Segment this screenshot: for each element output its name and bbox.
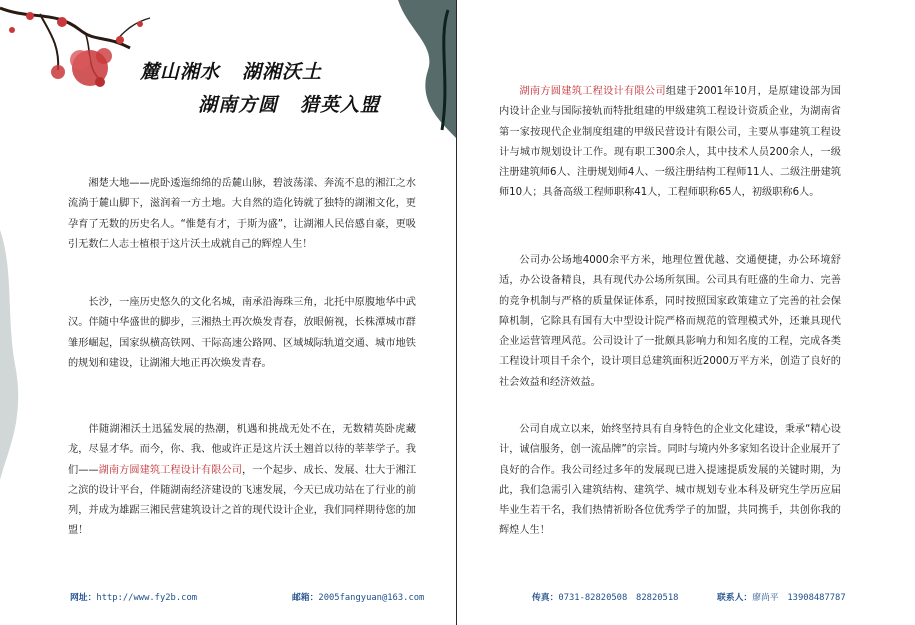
paragraph: 公司办公场地4000余平方米，地理位置优越、交通便捷，办公环境舒适，办公设备精良，具有现代办公场所氛围。公司具有旺盛的生命力、完善的竞争机制与严格的质量保证体系，同时按照国家政策建立了完善的社会保障机制，它除具有国有大中型设计院严格而规范的管理模式外，还兼具现代企业运营管理风范。公司设计了一批颇具影响力和知名度的工程，完成各类工程设计项目千余个，设计项目总建筑面积近2000万平方米，创造了良好的社会效益和经济效益。 (499, 255, 841, 388)
company-name: 湖南方圆建筑工程设计有限公司 (98, 464, 243, 476)
title-line-1 (140, 57, 322, 84)
company-name: 湖南方圆建筑工程设计有限公司 (519, 86, 666, 97)
footer-website (70, 590, 197, 603)
contact-person: 廖尚平 13908487787 (752, 593, 846, 603)
ink-wash-decoration (0, 230, 28, 480)
title-phrase: 湖南方圆 (198, 94, 279, 116)
website-link[interactable]: http://www.fy2b.com (96, 593, 198, 603)
title-line-2 (198, 90, 380, 117)
footer-email (292, 590, 424, 603)
paragraph-text: ，一个起步、成长、发展、壮大于湘江之滨的设计平台，伴随湖南经济建设的飞速发展，今天已成功站在了行业的前列，并成为雄踞三湘民营建筑设计之首的现代设计企业，我们同样期待您的加盟！ (68, 464, 417, 537)
title-phrase: 麓山湘水 (140, 61, 221, 83)
footer-label: 联系人： (717, 593, 753, 603)
plum-blossom-branch-decoration (0, 0, 160, 115)
footer-label: 网址： (70, 593, 97, 603)
paragraph: 公司自成立以来，始终坚持具有自身特色的企业文化建设，秉承“精心设计，诚信服务，创一流品牌”的宗旨。同时与境内外多家知名设计企业展开了良好的合作。我公司经过多年的发展现已进入提速提质发展的关键时期，为此，我们急需引入建筑结构、建筑学、城市规划专业本科及研究生学历应届毕业生若干名，我们热情祈盼各位优秀学子的加盟，共同携手，共创你我的辉煌人生！ (499, 424, 841, 537)
paragraph-text: 伴随湖湘沃土迅猛发展的热潮，机遇和挑战无处不在，无数精英卧虎藏龙，尽显才华。而今，你、我、他或许正是这片沃土翘首以待的莘莘学子。我们—— (68, 424, 416, 476)
title-phrase: 猎英入盟 (300, 94, 381, 116)
footer-label: 邮箱： (292, 593, 319, 603)
paragraph: 湘楚大地——虎卧逶迤绵绵的岳麓山脉，碧波荡漾、奔流不息的湘江之水流淌于麓山脚下，滋润着一方土地。大自然的造化铸就了独特的湖湘文化，更孕育了无数的历史名人。“惟楚有才，于斯为盛”，让湖湘人民倍感自豪，更吸引无数仁人志士植根于这片沃土成就自己的辉煌人生！ (68, 178, 416, 250)
email-link[interactable]: 2005fangyuan@163.com (318, 593, 425, 603)
ink-wash-decoration (388, 0, 457, 140)
paragraph (499, 82, 841, 204)
paragraph: 长沙，一座历史悠久的文化名城，南承沿海珠三角，北托中原腹地华中武汉。伴随中华盛世的脚步，三湘热土再次焕发青春，放眼俯视，长株潭城市群雏形崛起，国家纵横高铁网、干际高速公路网、区域城际轨道交通、城市地铁的规划和建设，让湖湘大地正再次焕发青春。 (68, 297, 416, 369)
left-page (0, 0, 457, 625)
footer-fax (532, 590, 678, 603)
footer-contact (717, 590, 846, 603)
paragraph-text: 组建于2001年10月，是原建设部为国内设计企业与国际接轨而特批组建的甲级建筑工程设计资质企业，为湖南省第一家按现代企业制度组建的甲级民营设计有限公司，主要从事建筑工程设计与城市规划设计工作。现有职工300余人，其中技术人员200余人，一级注册建筑师6人、注册规划师4人、一级注册结构工程师11人、二级注册建筑师10人；具备高级工程师职称41人，工程师职称65人，初级职称6人。 (499, 86, 841, 199)
right-page (457, 0, 915, 625)
footer-label: 传真： (532, 593, 559, 603)
paragraph (68, 420, 416, 542)
title-phrase: 湖湘沃土 (242, 61, 323, 83)
fax-number: 0731-82820508 82820518 (558, 593, 679, 603)
